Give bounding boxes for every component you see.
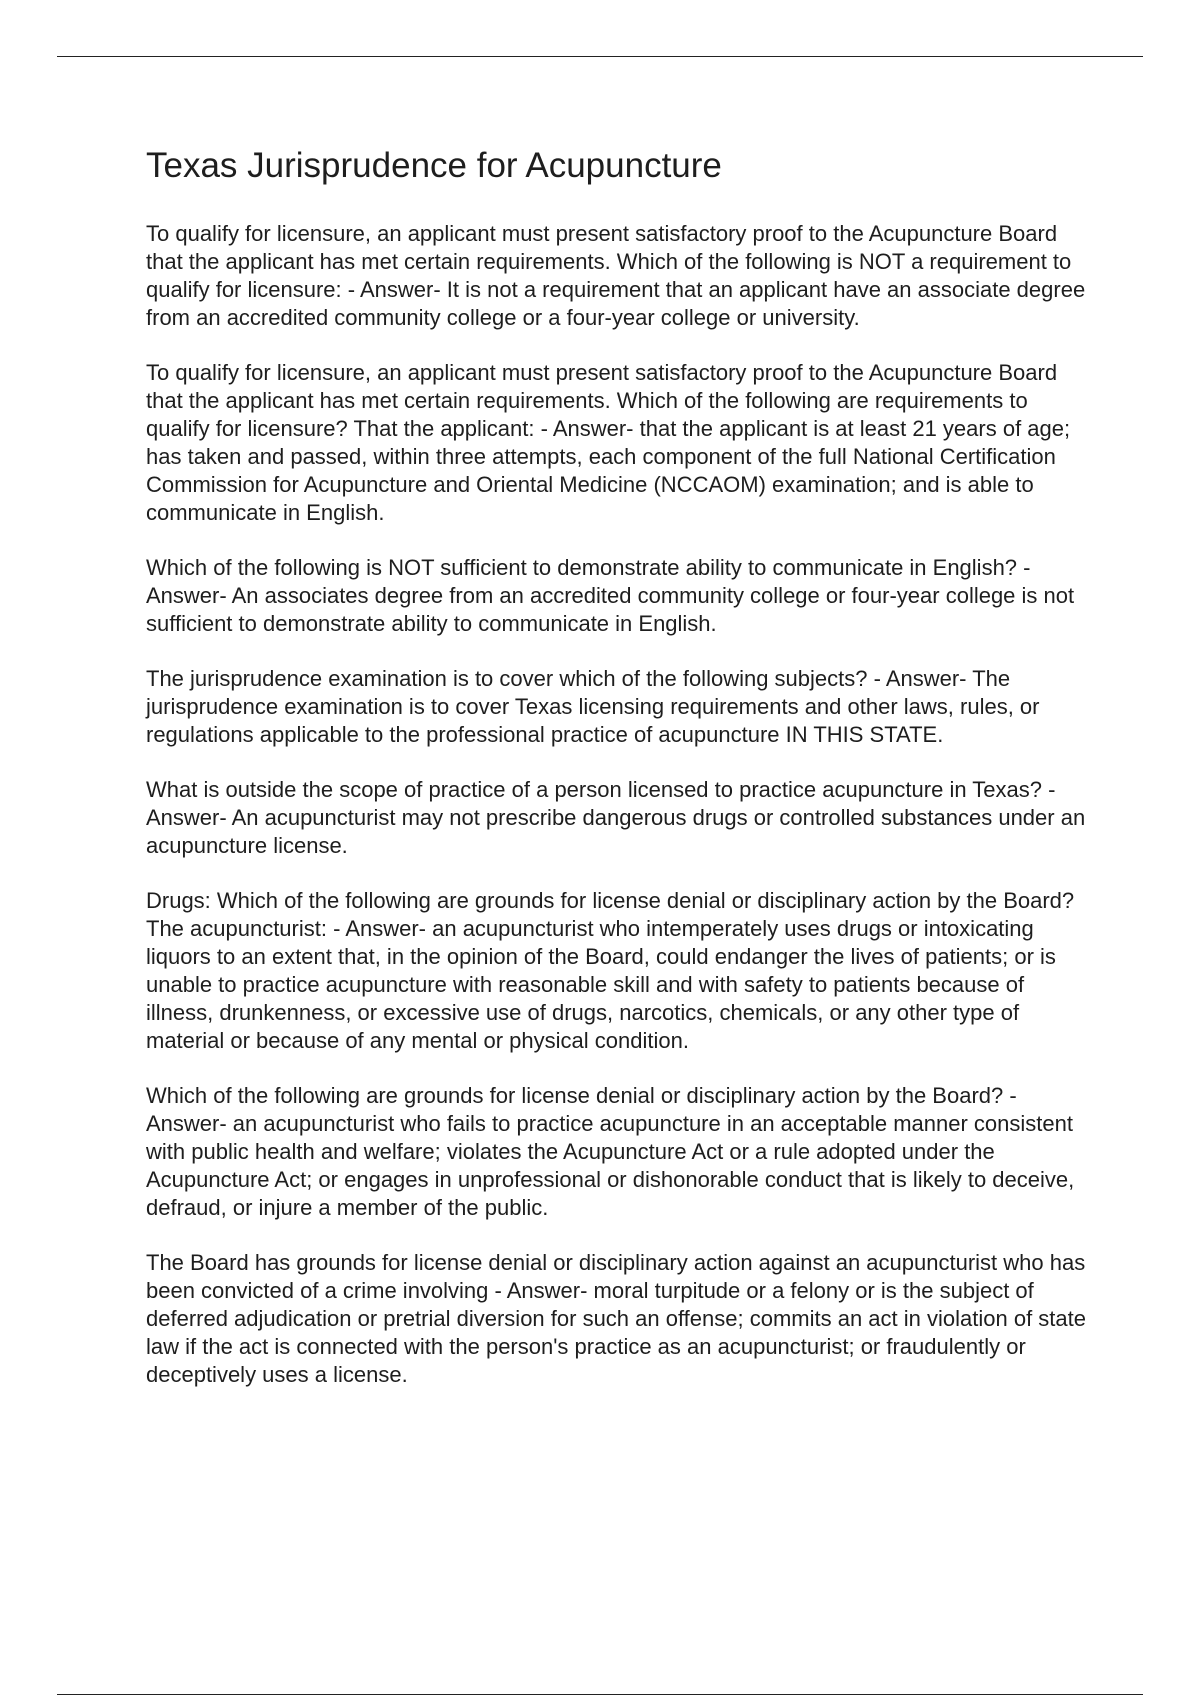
qa-item-4: The jurisprudence examination is to cover which of the following subjects? - Answer- The jurisprudence examination is to cover Texas licensing requirements and other laws, rules, or regulations applicable to the professional practice of acupuncture IN THIS STATE. [146,666,1040,747]
document-title: Texas Jurisprudence for Acupuncture [146,146,722,185]
qa-item-8: The Board has grounds for license denial or disciplinary action against an acupuncturist who has been convicted of a crime involving - Answer- moral turpitude or a felony or is the subject of deferred adjudication or pretrial diversion for such an offense; commits an act in violation of state law if the act is connected with the person's practice as an acupuncturist; or fraudulently or deceptively uses a license. [146,1250,1086,1387]
qa-item-2: To qualify for licensure, an applicant must present satisfactory proof to the Acupuncture Board that the applicant has met certain requirements. Which of the following are requirements to qualify for licensure? That the applicant: - Answer- that the applicant is at least 21 years of age; has taken and passed, within three attempts, each component of the full National Certification Commission for Acupuncture and Oriental Medicine (NCCAOM) examination; and is able to communicate in English. [146,360,1071,525]
qa-item-7: Which of the following are grounds for license denial or disciplinary action by the Board? - Answer- an acupuncturist who fails to practice acupuncture in an acceptable manner consistent with public health and welfare; violates the Acupuncture Act or a rule adopted under the Acupuncture Act; or engages in unprofessional or dishonorable conduct that is likely to deceive, defraud, or injure a member of the public. [146,1083,1075,1220]
qa-list [146,220,1091,1389]
top-rule [57,56,1143,57]
qa-item-3: Which of the following is NOT sufficient to demonstrate ability to communicate in English? - Answer- An associates degree from an accredited community college or four-year college is not sufficient to demonstrate ability to communicate in English. [146,555,1075,636]
qa-item-5: What is outside the scope of practice of a person licensed to practice acupuncture in Texas? - Answer- An acupuncturist may not prescribe dangerous drugs or controlled substances under an acupuncture license. [146,777,1086,858]
qa-item-6: Drugs: Which of the following are grounds for license denial or disciplinary action by the Board? The acupuncturist: - Answer- an acupuncturist who intemperately uses drugs or intoxicating liquors to an extent that, in the opinion of the Board, could endanger the lives of patients; or is unable to practice acupuncture with reasonable skill and with safety to patients because of illness, drunkenness, or excessive use of drugs, narcotics, chemicals, or any other type of material or because of any mental or physical condition. [146,888,1075,1053]
qa-item-1: To qualify for licensure, an applicant must present satisfactory proof to the Acupuncture Board that the applicant has met certain requirements. Which of the following is NOT a requirement to qualify for licensure: - Answer- It is not a requirement that an applicant have an associate degree from an accredited community college or a four-year college or university. [146,221,1086,330]
document-body [146,142,1091,1416]
bottom-rule [57,1694,1143,1695]
